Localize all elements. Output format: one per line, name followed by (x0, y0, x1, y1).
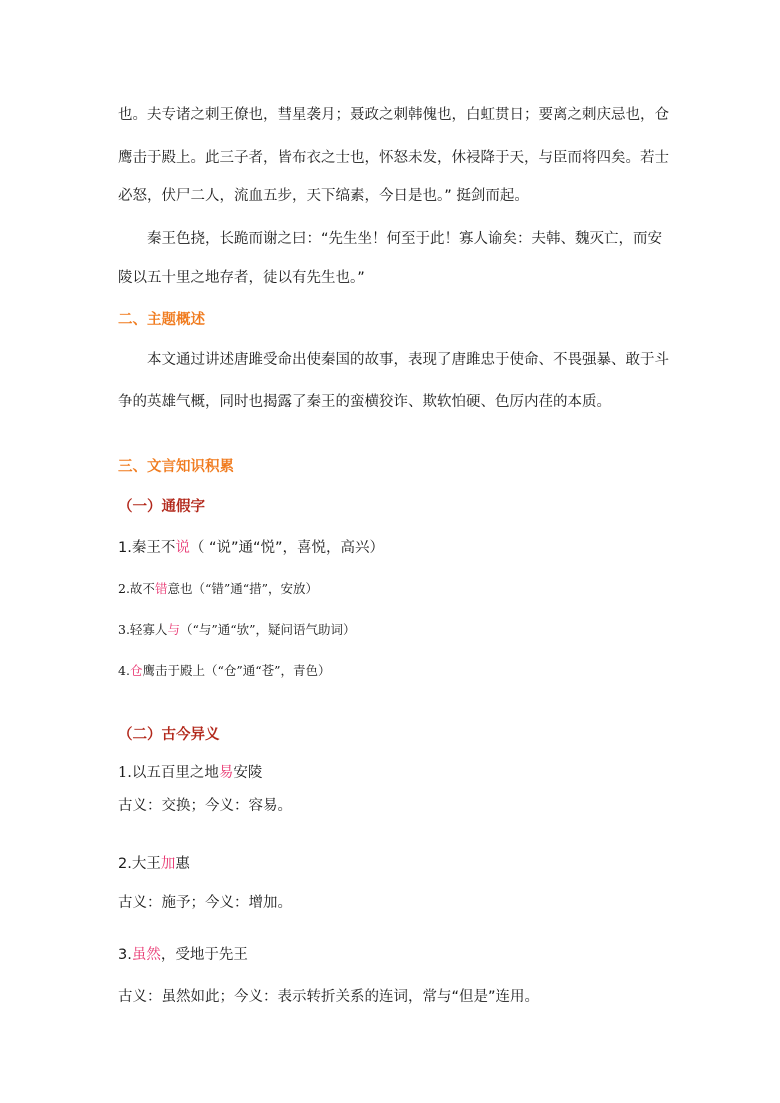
passage-line-4: 秦王色挠，长跪而谢之曰：“先生坐！何至于此！寡人谕矣：夫韩、魏灭亡，而安 (147, 231, 663, 247)
passage-line-3: 必怒，伏尸二人，流血五步，天下缟素，今日是也。” 挺剑而起。 (118, 188, 529, 204)
gujin-meaning: 古义：虽然如此；今义：表示转折关系的连词，常与“但是”连用。 (118, 989, 540, 1005)
gujin-item: 3.虽然，受地于先王 (118, 947, 248, 963)
gujin-heading: （二）古今异义 (118, 727, 220, 743)
gujin-meaning: 古义：交换；今义：容易。 (118, 798, 292, 814)
highlight-word: 加 (160, 856, 176, 872)
tongjia-item: 4.仓鹰击于殿上（“仓”通“苍”，青色） (118, 663, 331, 678)
theme-line-2: 争的英雄气概，同时也揭露了秦王的蛮横狡诈、欺软怕硬、色厉内荏的本质。 (118, 394, 611, 410)
passage-line-5: 陵以五十里之地存者，徒以有先生也。” (118, 270, 365, 286)
tongjia-item: 3.轻寡人与（“与”通“欤”，疑问语气助词） (118, 622, 356, 637)
highlight-word: 仓 (129, 663, 143, 678)
passage-line-1: 也。夫专诸之刺王僚也，彗星袭月；聂政之刺韩傀也，白虹贯日；要离之刺庆忌也，仓 (118, 107, 669, 123)
tongjia-heading: （一）通假字 (118, 499, 205, 515)
highlight-word: 易 (218, 765, 234, 781)
tongjia-item: 2.故不错意也（“错”通“措”，安放） (118, 581, 319, 596)
highlight-word: 错 (154, 581, 168, 596)
gujin-meaning: 古义：施予；今义：增加。 (118, 895, 292, 911)
tongjia-item: 1.秦王不说（ “说”通“悦”，喜悦，高兴） (118, 540, 384, 556)
gujin-item: 2.大王加惠 (118, 856, 190, 872)
highlight-word: 与 (167, 622, 180, 637)
theme-line-1: 本文通过讲述唐雎受命出使秦国的故事，表现了唐雎忠于使命、不畏强暴、敢于斗 (147, 352, 669, 368)
theme-heading: 二、主题概述 (118, 312, 205, 328)
gujin-item: 1.以五百里之地易安陵 (118, 765, 263, 781)
highlight-word: 虽然 (131, 947, 161, 963)
highlight-word: 说 (175, 540, 190, 556)
passage-line-2: 鹰击于殿上。此三子者，皆布衣之士也，怀怒未发，休祲降于天，与臣而将四矣。若士 (118, 150, 669, 166)
knowledge-heading: 三、文言知识积累 (118, 459, 234, 475)
